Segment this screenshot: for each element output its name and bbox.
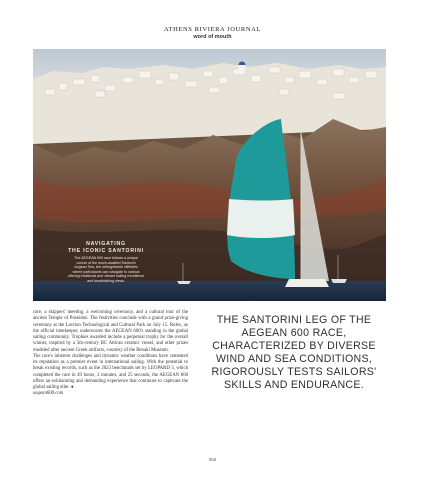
page-number: 055 xyxy=(208,457,217,462)
caption-line: Aegean Sea, the unforgettable cliffsides xyxy=(74,265,138,270)
article-paragraph-2 xyxy=(33,354,188,392)
publication-title: ATHENS RIVIERA JOURNAL xyxy=(164,26,261,33)
caption-body xyxy=(60,256,152,284)
end-mark-icon: ● xyxy=(70,385,74,390)
page-header xyxy=(0,26,425,41)
article-body xyxy=(33,310,188,398)
caption-title-line2: THE ICONIC SANTORINI xyxy=(68,247,144,254)
caption-title-line1: NAVIGATING xyxy=(86,241,126,247)
caption-line: where participants can navigate to various xyxy=(72,269,140,274)
article-signoff-link[interactable]: aegean600.com xyxy=(33,391,64,397)
caption-line: The AEGEAN 600 race follows a unique xyxy=(74,256,138,260)
photo-caption xyxy=(60,241,152,284)
caption-line: and breathtaking views. xyxy=(87,278,125,283)
paragraph-2-text: The race's inherent challenges and dynamic weather conditions have cemented its reputation as a premier event in international sailing. With the potential to break existing records, such as the 2023 benchmark set by LEOPARD 3, which completed the race in 49 hours, 2 minutes, and 25 seconds, the AEGEAN 600 offers an exhilarating and demanding experience that continues to captivate the global sailing elite. xyxy=(33,353,188,390)
caption-line: course of the much-awaited Santorini xyxy=(76,260,136,265)
section-name: word of mouth xyxy=(193,34,232,40)
article-paragraph-1: race, a skippers' meeting, a welcoming ceremony, and a cultural tour of the ancient Temple of Poseidon. The festivities conclude with a grand prize-giving ceremony at the Lavrion Technological and Cultural Park on July 15. Rolex, as the official timekeeper, underscores the AEGEAN 600's standing in the global sailing community. Trophies awarded include a perpetual trophy for the overall winner, inspired by a 5th-century BC Attican ceramic vessel, and other prizes modeled after ancient Greek artifacts, courtesy of the Benaki Museum. xyxy=(33,310,188,353)
caption-line: offering traditional and vibrant sailing excellence xyxy=(67,274,145,279)
pull-quote: THE SANTORINI LEG OF THE AEGEAN 600 RACE, CHARACTERIZED BY DIVERSE WIND AND SEA CONDITIONS, RIGOROUSLY TESTS SAILORS' SKILLS AND ENDURANCE. xyxy=(211,314,377,391)
